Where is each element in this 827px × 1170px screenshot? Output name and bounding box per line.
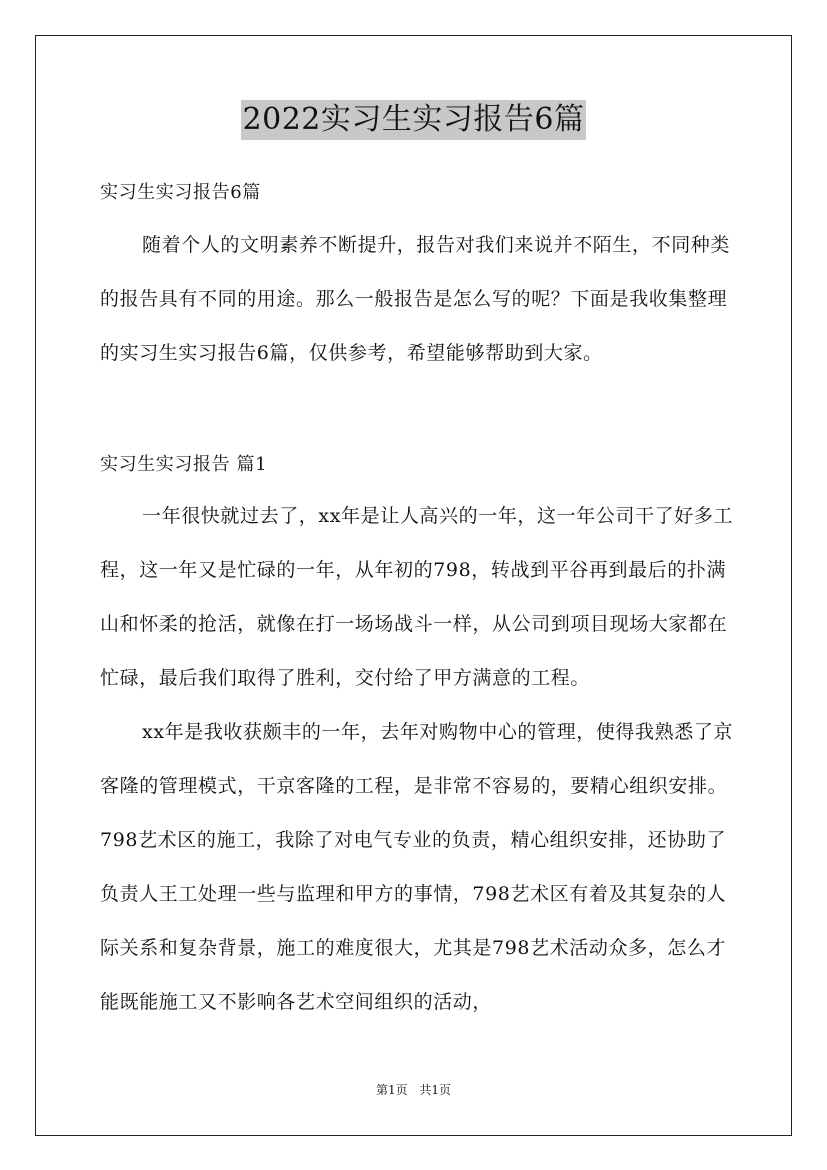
body-paragraph: 一年很快就过去了，xx年是让人高兴的一年，这一年公司干了好多工程，这一年又是忙碌的一年，从年初的798，转战到平谷再到最后的扑满山和怀柔的抢活，就像在打一场场战斗一样，从公司到项目现场大家都在忙碌，最后我们取得了胜利，交付给了甲方满意的工程。	[100, 505, 734, 689]
intro-block	[100, 218, 740, 380]
section-body	[100, 489, 740, 1029]
body-paragraph: xx年是我收获颇丰的一年，去年对购物中心的管理，使得我熟悉了京客隆的管理模式，干京客隆的工程，是非常不容易的，要精心组织安排。798艺术区的施工，我除了对电气专业的负责，精心组织安排，还协助了负责人王工处理一些与监理和甲方的事情，798艺术区有着及其复杂的人际关系和复杂背景，施工的难度很大，尤其是798艺术活动众多，怎么才能既能施工又不影响各艺术空间组织的活动，	[100, 721, 734, 1013]
page-footer	[0, 1082, 827, 1098]
document-subtitle: 实习生实习报告6篇	[100, 182, 261, 203]
section-heading: 实习生实习报告 篇1	[100, 454, 268, 475]
page-number: 第1页	[375, 1083, 408, 1097]
document-title: 2022实习生实习报告6篇	[241, 100, 587, 140]
page-total: 共1页	[419, 1083, 452, 1097]
title-container	[0, 100, 827, 140]
intro-paragraph: 随着个人的文明素养不断提升，报告对我们来说并不陌生，不同种类的报告具有不同的用途。那么一般报告是怎么写的呢？下面是我收集整理的实习生实习报告6篇，仅供参考，希望能够帮助到大家。	[100, 234, 731, 364]
